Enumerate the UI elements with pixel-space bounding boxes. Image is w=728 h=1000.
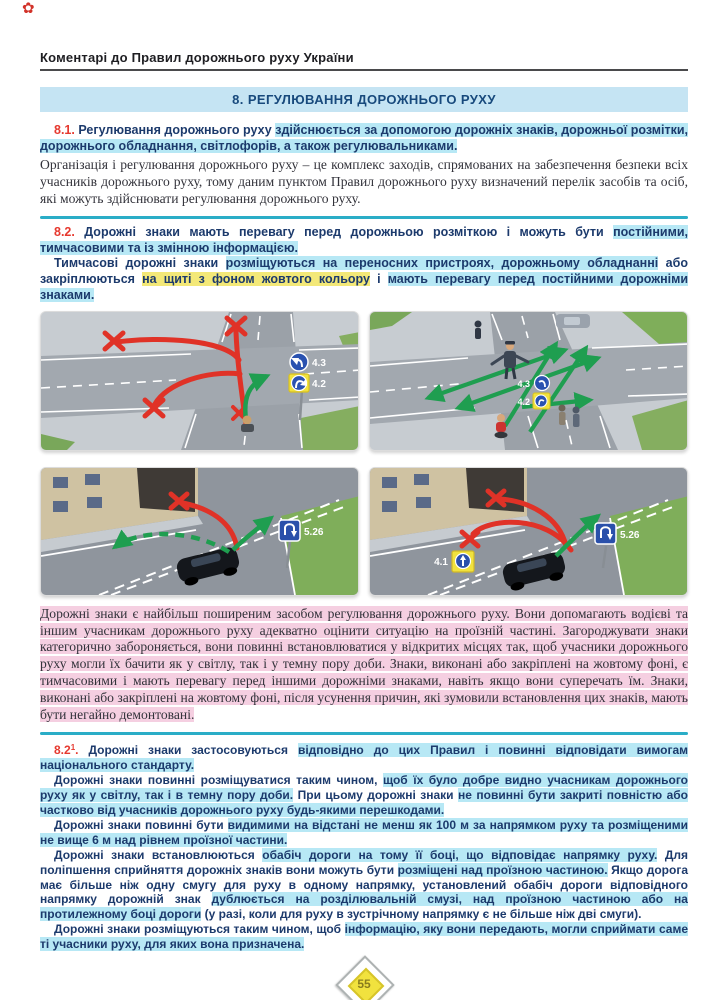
- sign-5-26-label: 5.26: [620, 529, 640, 541]
- sign-4-2-label: 4.2: [517, 396, 530, 407]
- para-8-2-1-d: Дорожні знаки встановлюються обабіч дороги на тому її боці, що відповідає напрямку руху. Для поліпшення сприйняття дорожніх знаків вони можуть бути розміщені над проїзною частиною. Якщо дорога має більше ніж одну смугу для руху в одному напрямку, установлений обабіч дороги відповідного напрямку дорожній знак дублюється на розділювальній смузі, над проїзною частиною або на протилежному боці дороги (у разі, коли для руху в зустрічному напрямку є не більше ніж дві смуги).: [40, 847, 689, 922]
- sign-4-3-icon: [290, 353, 308, 371]
- figure-3-street-scene: [41, 468, 359, 595]
- figure-4: [369, 467, 688, 596]
- para-8-2-1-b: Дорожні знаки повинні розміщуватися таким чином, щоб їх було добре видно учасникам дорожнього руху як у світлу, так і в темну пору доби. При цьому дорожні знаки не повинні бути закриті повністю або частково від учасників дорожнього руху будь-якими перешкодами.: [40, 773, 689, 817]
- para-8-2-2: Тимчасові дорожні знаки розміщуються на переносних пристроях, дорожньому обладнанні або закріплюються на щиті з фоном жовтого кольору і мають перевагу перед постійними дорожніми знаками.: [40, 256, 689, 302]
- pedestrian: [475, 320, 482, 339]
- para-8-2-1: 8.2. Дорожні знаки мають перевагу перед дорожньою розміткою і можуть бути постійними, тимчасовими та із змінною інформацією.: [40, 224, 688, 255]
- sign-5-26-icon: [279, 520, 300, 541]
- header-rule: [40, 69, 688, 71]
- sign-4-1-label: 4.1: [434, 556, 448, 568]
- sign-4-3-label: 4.3: [517, 378, 530, 389]
- page-header-title: Коментарі до Правил дорожнього руху України: [40, 50, 354, 65]
- sign-4-3-label: 4.3: [312, 357, 326, 369]
- para-8-1-body: Організація і регулювання дорожнього руху – це комплекс заходів, спрямованих на забезпечення безпеки всіх учасників дорожнього руху, тому даним пунктом Правил дорожнього руху визначений перелік засобів та осіб, які можуть здійснювати регулювання дорожнього руху.: [40, 157, 688, 206]
- sign-5-26-icon: [595, 523, 616, 544]
- gray-car: [556, 314, 590, 328]
- sign-4-2-label: 4.2: [312, 378, 326, 390]
- teal-divider: [40, 732, 688, 735]
- page-number-badge: [337, 957, 391, 1000]
- para-8-2-1-c: Дорожні знаки повинні бути видимими на відстані не менш як 100 м за напрямком руху та розміщеними не вище 6 м над рівнем проїзної частини.: [40, 817, 689, 847]
- page-number: 55: [357, 977, 371, 992]
- figure-3: [40, 467, 359, 596]
- archway: [466, 468, 524, 512]
- figure-1-intersection-scene: [41, 312, 359, 450]
- sign-4-2-temporary-icon: [289, 374, 309, 392]
- para-8-2-1-e: Дорожні знаки розміщуються таким чином, щоб інформацію, яку вони передають, могли сприймати саме ті учасники руху, для яких вона призначена.: [40, 922, 688, 952]
- figure-4-street-scene: [370, 468, 688, 595]
- sign-5-26-label: 5.26: [304, 526, 324, 538]
- sign-4-2-temporary-icon: [533, 393, 550, 409]
- sign-4-1-temporary-icon: [452, 551, 474, 572]
- figure-1: [40, 311, 359, 451]
- figure-2: [369, 311, 688, 451]
- para-8-1-lead: 8.1. Регулювання дорожнього руху здійснюється за допомогою дорожніх знаків, дорожньої розмітки, дорожнього обладнання, світлофорів, а також регулювальниками.: [40, 123, 688, 154]
- commentary-paragraph: Дорожні знаки є найбільш поширеним засобом регулювання дорожнього руху. Вони допомагають водієві та іншим учасникам дорожнього руху адекватно оцінити ситуацію на проїзній частині. Загороджувати знаки категорично забороняється, вони повинні встановлюватися у відкритих місцях так, щоб учасники дорожнього руху могли їх бачити як у світлу, так і у темну пору доби. Знаки, виконані або закріплені на жовтому фоні, є тимчасовими і мають перевагу перед іншими дорожніми знаками, навіть якщо вони суперечать їм. Знаки, виконані або закріплені на жовтому фоні, після усунення причин, які зумовили встановлення цих знаків, мають бути негайно демонтовані.: [40, 605, 688, 722]
- corner-ornament-icon: ✿: [22, 0, 35, 17]
- para-8-2-1-a: $8.2^1$. Дорожні знаки застосовуються відповідно до цих Правил і повинні відповідати вимогам національного стандарту.: [40, 743, 688, 773]
- section-8-2: [40, 225, 688, 304]
- section-8-2-1: [40, 741, 688, 952]
- section-banner: 8. РЕГУЛЮВАННЯ ДОРОЖНЬОГО РУХУ: [40, 87, 688, 112]
- page-content: [40, 0, 688, 1000]
- figure-grid: [40, 311, 688, 596]
- teal-divider: [40, 216, 688, 219]
- sign-4-3-icon: [535, 375, 550, 390]
- figure-2-controller-scene: [370, 312, 688, 450]
